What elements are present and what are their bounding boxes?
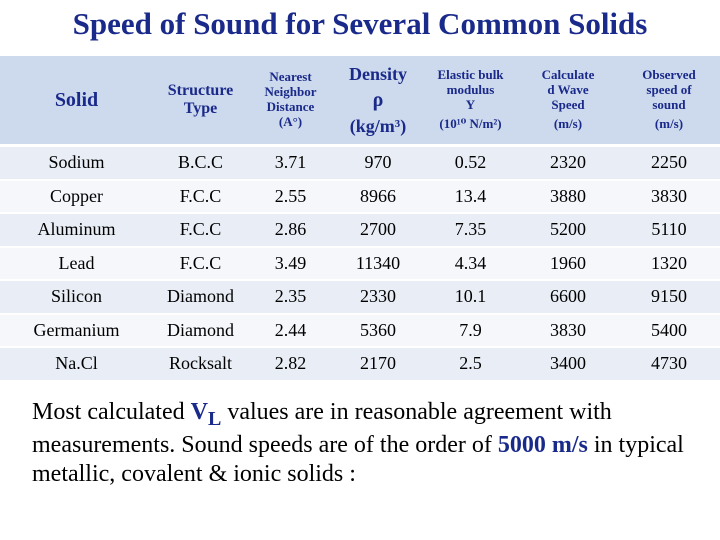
cell-solid: Copper: [0, 180, 153, 214]
cell-calculated: 5200: [518, 213, 618, 247]
table-header-row: [0, 56, 720, 146]
cell-solid: Lead: [0, 247, 153, 281]
table-row: [0, 213, 720, 247]
cell-observed: 5110: [618, 213, 720, 247]
cell-distance: 2.35: [248, 280, 333, 314]
header-elastic-modulus: Elastic bulk modulus Y (10¹⁰ N/m²): [423, 56, 518, 146]
table-row: [0, 247, 720, 281]
vl-symbol: $V_L$: [190, 399, 222, 430]
table-row: [0, 280, 720, 314]
cell-calculated: 2320: [518, 146, 618, 180]
cell-distance: 3.71: [248, 146, 333, 180]
cell-calculated: 3830: [518, 314, 618, 348]
cell-density: 8966: [333, 180, 423, 214]
cell-calculated: 3400: [518, 347, 618, 381]
cell-calculated: 3880: [518, 180, 618, 214]
cell-density: 5360: [333, 314, 423, 348]
table-row: [0, 314, 720, 348]
cell-structure: F.C.C: [153, 180, 248, 214]
cell-distance: 3.49: [248, 247, 333, 281]
cell-structure: F.C.C: [153, 213, 248, 247]
cell-modulus: 0.52: [423, 146, 518, 180]
cell-density: 2170: [333, 347, 423, 381]
cell-observed: 4730: [618, 347, 720, 381]
header-solid: Solid: [0, 56, 153, 146]
header-calculated-speed: Calculate d Wave Speed (m/s): [518, 56, 618, 146]
cell-modulus: 13.4: [423, 180, 518, 214]
header-observed-speed: Observed speed of sound (m/s): [618, 56, 720, 146]
cell-solid: Na.Cl: [0, 347, 153, 381]
cell-calculated: 1960: [518, 247, 618, 281]
header-structure-type: Structure Type: [153, 56, 248, 146]
cell-density: 11340: [333, 247, 423, 281]
cell-modulus: 7.9: [423, 314, 518, 348]
cell-structure: F.C.C: [153, 247, 248, 281]
cell-calculated: 6600: [518, 280, 618, 314]
cell-solid: Sodium: [0, 146, 153, 180]
cell-observed: 2250: [618, 146, 720, 180]
summary-note: Most calculated $V_L$ values are in reasonable agreement with measurements. Sound speeds are of the order of 5000 m/s in typical metallic, covalent & ionic solids :: [32, 399, 684, 487]
cell-solid: Aluminum: [0, 213, 153, 247]
cell-modulus: 10.1: [423, 280, 518, 314]
cell-modulus: 2.5: [423, 347, 518, 381]
cell-observed: 3830: [618, 180, 720, 214]
cell-modulus: 7.35: [423, 213, 518, 247]
cell-structure: B.C.C: [153, 146, 248, 180]
table-row: [0, 180, 720, 214]
cell-density: 2700: [333, 213, 423, 247]
cell-density: 2330: [333, 280, 423, 314]
cell-observed: 9150: [618, 280, 720, 314]
cell-structure: Diamond: [153, 314, 248, 348]
cell-observed: 5400: [618, 314, 720, 348]
cell-distance: 2.55: [248, 180, 333, 214]
speed-highlight: 5000 m/s: [497, 431, 588, 458]
header-neighbor-distance: Nearest Neighbor Distance (A°): [248, 56, 333, 146]
cell-distance: 2.44: [248, 314, 333, 348]
table-row: [0, 347, 720, 381]
cell-solid: Silicon: [0, 280, 153, 314]
cell-observed: 1320: [618, 247, 720, 281]
speed-of-sound-table: [0, 56, 720, 382]
cell-modulus: 4.34: [423, 247, 518, 281]
cell-distance: 2.86: [248, 213, 333, 247]
table-row: [0, 146, 720, 180]
cell-distance: 2.82: [248, 347, 333, 381]
cell-structure: Diamond: [153, 280, 248, 314]
cell-solid: Germanium: [0, 314, 153, 348]
cell-density: 970: [333, 146, 423, 180]
cell-structure: Rocksalt: [153, 347, 248, 381]
slide-title: Speed of Sound for Several Common Solids: [72, 6, 648, 41]
header-density: Density ρ (kg/m³): [333, 56, 423, 146]
